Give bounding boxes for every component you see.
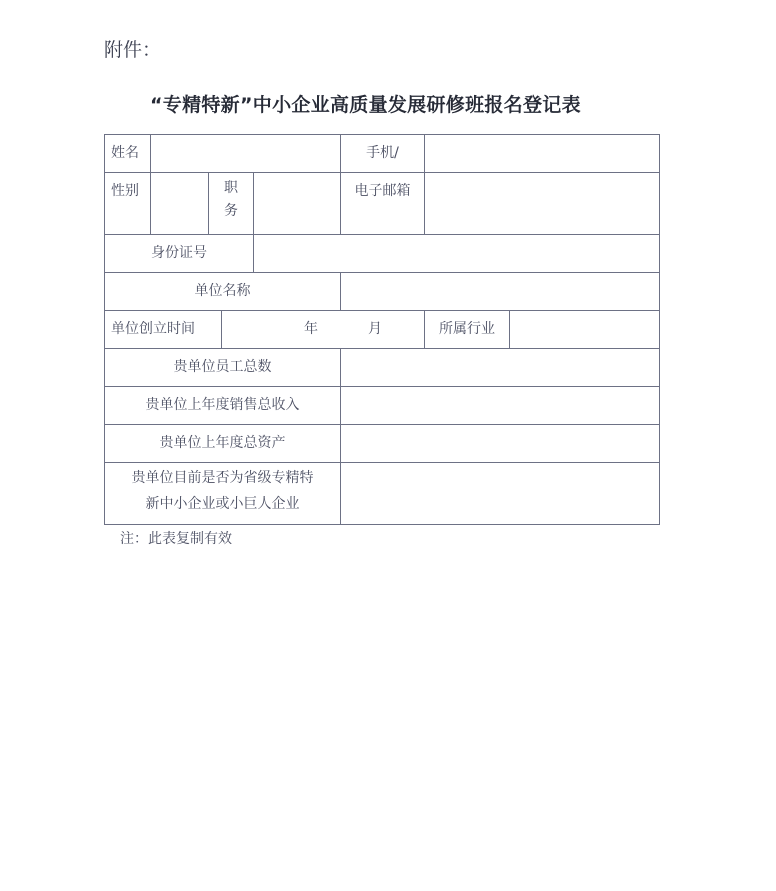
revenue-label-cell [105,387,341,425]
revenue-input-cell[interactable] [341,387,660,425]
id-input-cell[interactable] [254,235,660,273]
gender-label-cell [105,173,151,235]
company-name-input-cell[interactable] [341,273,660,311]
assets-input-cell[interactable] [341,425,660,463]
gender-label: 性别 [111,183,139,199]
row-revenue [105,387,660,425]
row-name-phone [105,135,660,173]
id-label-cell [105,235,254,273]
row-founded-industry [105,311,660,349]
company-name-label: 单位名称 [194,283,251,299]
employees-input-cell[interactable] [341,349,660,387]
position-input-cell[interactable] [254,173,341,235]
gender-input-cell[interactable] [151,173,209,235]
name-input-cell[interactable] [151,135,341,173]
row-id-number [105,235,660,273]
copy-valid-note: 注：此表复制有效 [120,531,232,547]
id-label: 身份证号 [151,245,207,261]
position-label-cell [209,173,254,235]
founded-date-cell[interactable] [222,311,425,349]
name-label-cell [105,135,151,173]
registration-form-table [104,134,660,525]
form-title: “专精特新”中小企业高质量发展研修班报名登记表 [150,94,581,116]
email-input-cell[interactable] [425,173,660,235]
row-srdi-status [105,463,660,525]
row-assets [105,425,660,463]
position-label-line1: 职 [224,180,238,196]
position-label-line2: 务 [224,203,238,219]
name-label: 姓名 [111,145,139,161]
revenue-label: 贵单位上年度销售总收入 [145,397,300,413]
email-label: 电子邮箱 [354,183,411,199]
email-label-cell [341,173,425,235]
founded-label-cell [105,311,222,349]
month-label: 月 [368,321,382,337]
assets-label: 贵单位上年度总资产 [159,435,286,451]
row-employees [105,349,660,387]
year-label: 年 [304,321,318,337]
founded-label: 单位创立时间 [111,321,195,337]
srdi-label-cell [105,463,341,525]
assets-label-cell [105,425,341,463]
srdi-input-cell[interactable] [341,463,660,525]
phone-label-cell [341,135,425,173]
industry-input-cell[interactable] [510,311,660,349]
employees-label-cell [105,349,341,387]
srdi-label-line2: 新中小企业或小巨人企业 [145,496,300,512]
employees-label: 贵单位员工总数 [173,359,272,375]
row-company-name [105,273,660,311]
attachment-label: 附件： [104,39,162,61]
industry-label-cell [425,311,510,349]
srdi-label-line1: 贵单位目前是否为省级专精特 [131,470,314,486]
industry-label: 所属行业 [439,321,495,337]
row-gender-position-email [105,173,660,235]
phone-label: 手机/ [366,145,399,161]
company-name-label-cell [105,273,341,311]
phone-input-cell[interactable] [425,135,660,173]
